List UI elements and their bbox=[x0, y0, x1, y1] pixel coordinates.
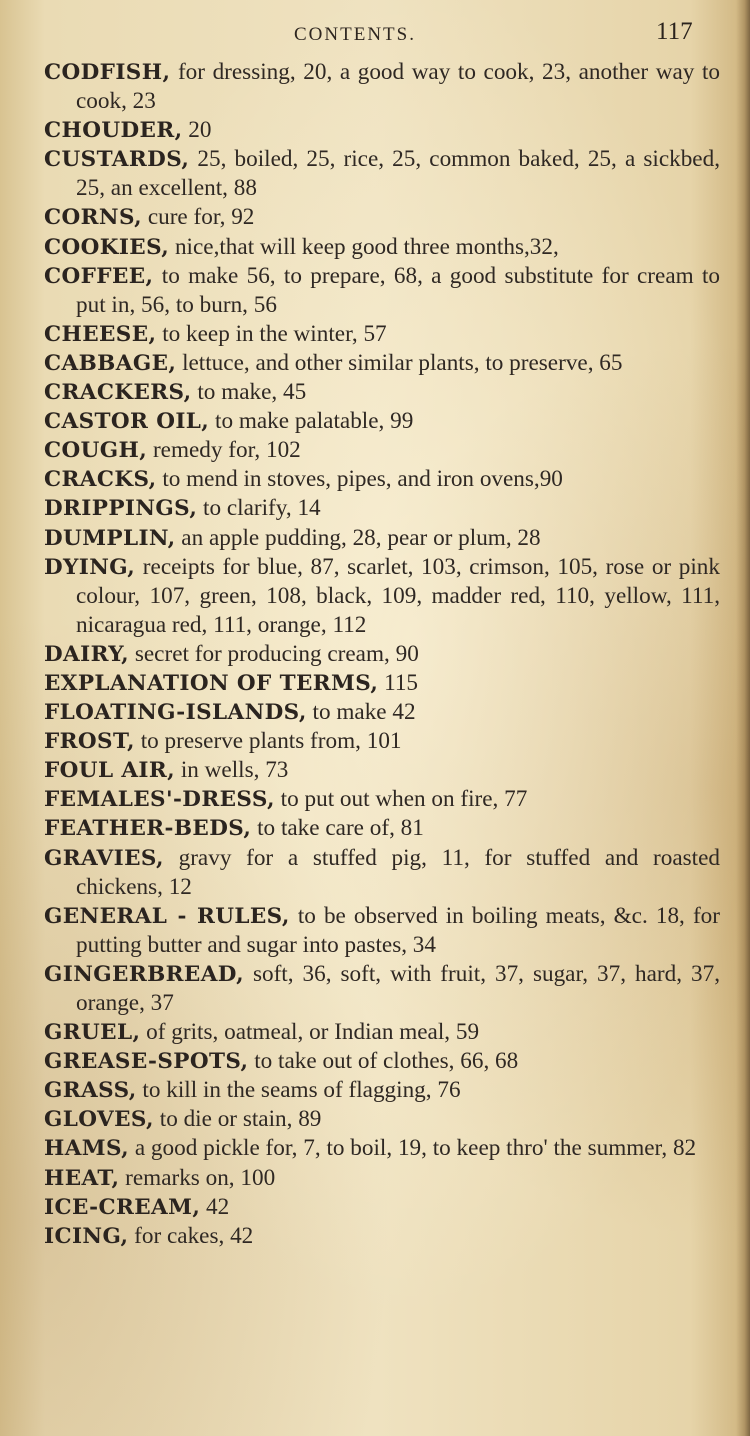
entry-text: 42 bbox=[200, 1193, 230, 1220]
entry-text: 20 bbox=[182, 117, 212, 144]
index-entry bbox=[44, 320, 720, 349]
entry-text: lettuce, and other similar plants, to preserve, 65 bbox=[176, 349, 623, 376]
index-entry bbox=[44, 1193, 720, 1222]
entry-heading: EXPLANATION OF TERMS, bbox=[44, 670, 379, 696]
page-number: 117 bbox=[656, 18, 693, 45]
index-entry bbox=[44, 145, 720, 203]
entry-text: to make palatable, 99 bbox=[209, 408, 414, 435]
entry-text: to make 42 bbox=[306, 699, 416, 726]
index-entry bbox=[44, 553, 720, 640]
entry-text: to make 56, to prepare, 68, a good substitute for cream to put in, 56, to burn, 56 bbox=[76, 262, 720, 318]
entry-heading: FEATHER-BEDS, bbox=[44, 816, 252, 842]
entry-text: 25, boiled, 25, rice, 25, common baked, 25, a sickbed, 25, an excellent, 88 bbox=[76, 146, 720, 202]
index-entry bbox=[44, 233, 720, 262]
entry-heading: COUGH, bbox=[44, 438, 148, 464]
index-entry bbox=[44, 1047, 720, 1076]
entry-text: to clarify, 14 bbox=[197, 495, 321, 522]
entry-heading: CODFISH, bbox=[44, 60, 171, 85]
entry-text: to be observed in boiling meats, &c. 18, for putting butter and sugar into pastes, 34 bbox=[76, 902, 720, 958]
entry-heading: HEAT, bbox=[44, 1165, 120, 1191]
index-entry bbox=[44, 436, 720, 465]
entry-heading: FLOATING-ISLANDS, bbox=[44, 700, 307, 726]
entry-text: of grits, oatmeal, or Indian meal, 59 bbox=[140, 1019, 480, 1046]
entry-text: to kill in the seams of flagging, 76 bbox=[136, 1077, 461, 1104]
index-entry bbox=[44, 465, 720, 494]
running-head: CONTENTS. bbox=[294, 24, 416, 45]
entry-heading: GRASS, bbox=[44, 1078, 137, 1104]
entry-heading: CRACKS, bbox=[44, 467, 157, 493]
entry-text: to die or stain, 89 bbox=[153, 1106, 322, 1133]
index-entry bbox=[44, 785, 720, 814]
entry-text: for dressing, 20, a good way to cook, 23, another way to cook, 23 bbox=[76, 59, 720, 115]
index-entry bbox=[44, 1164, 720, 1193]
entry-heading: DYING, bbox=[44, 554, 136, 580]
index-entry bbox=[44, 814, 720, 843]
index-entry bbox=[44, 494, 720, 523]
index-entry bbox=[44, 262, 720, 320]
entry-heading: GLOVES, bbox=[44, 1107, 154, 1133]
index-entry bbox=[44, 669, 720, 698]
entry-heading: CASTOR OIL, bbox=[44, 409, 210, 435]
index-entry bbox=[44, 378, 720, 407]
entry-heading: GRUEL, bbox=[44, 1020, 141, 1046]
index-entry bbox=[44, 1018, 720, 1047]
index-entry bbox=[44, 349, 720, 378]
entry-heading: FEMALES'-DRESS, bbox=[44, 787, 275, 813]
entry-text: cure for, 92 bbox=[142, 204, 255, 231]
entry-text: to put out when on fire, 77 bbox=[274, 786, 528, 813]
entry-heading: FROST, bbox=[44, 729, 135, 755]
entry-heading: DUMPLIN, bbox=[44, 525, 176, 551]
entry-heading: GINGERBREAD, bbox=[44, 961, 244, 987]
index-entry bbox=[44, 727, 720, 756]
index-entry bbox=[44, 407, 720, 436]
entry-text: nice,that will keep good three months,32, bbox=[169, 233, 559, 260]
page-edge-shadow bbox=[736, 0, 750, 1436]
index-entry bbox=[44, 58, 720, 116]
index-entry bbox=[44, 1076, 720, 1105]
entry-text: secret for producing cream, 90 bbox=[129, 640, 419, 667]
entry-text: to mend in stoves, pipes, and iron ovens,90 bbox=[156, 466, 563, 493]
entry-heading: CHEESE, bbox=[44, 321, 157, 347]
entry-text: remedy for, 102 bbox=[147, 437, 301, 464]
entry-heading: FOUL AIR, bbox=[44, 758, 176, 784]
entry-heading: ICING, bbox=[44, 1223, 129, 1249]
entry-text: to take care of, 81 bbox=[251, 815, 424, 842]
entry-text: 115 bbox=[378, 669, 419, 696]
index-entry bbox=[44, 1222, 720, 1251]
entry-text: receipts for blue, 87, scarlet, 103, crimson, 105, rose or pink colour, 107, green, 108, black, 109, madder red, 110, yellow, 111, nicaragua red, 111, orange, 112 bbox=[76, 553, 720, 638]
entry-heading: ICE-CREAM, bbox=[44, 1194, 201, 1220]
index-entry bbox=[44, 1134, 720, 1163]
entry-heading: CRACKERS, bbox=[44, 380, 192, 406]
index-entry bbox=[44, 524, 720, 553]
entry-text: to preserve plants from, 101 bbox=[134, 728, 402, 755]
entry-heading: GENERAL - RULES, bbox=[44, 903, 290, 929]
entry-text: to make, 45 bbox=[191, 379, 307, 406]
entry-text: remarks on, 100 bbox=[119, 1164, 276, 1191]
index-entry bbox=[44, 203, 720, 232]
entry-text: to take out of clothes, 66, 68 bbox=[248, 1048, 519, 1075]
index-entry bbox=[44, 640, 720, 669]
entry-heading: DAIRY, bbox=[44, 641, 130, 667]
contents-index-list bbox=[44, 58, 720, 1251]
index-entry bbox=[44, 1105, 720, 1134]
entry-text: to keep in the winter, 57 bbox=[156, 320, 387, 347]
entry-heading: HAMS, bbox=[44, 1136, 130, 1162]
entry-heading: DRIPPINGS, bbox=[44, 496, 198, 522]
index-entry bbox=[44, 902, 720, 960]
entry-text: a good pickle for, 7, to boil, 19, to keep thro' the summer, 82 bbox=[129, 1135, 697, 1162]
page-header bbox=[0, 18, 750, 52]
entry-heading: CORNS, bbox=[44, 205, 143, 231]
index-entry bbox=[44, 698, 720, 727]
index-entry bbox=[44, 756, 720, 785]
index-entry bbox=[44, 116, 720, 145]
entry-heading: GRAVIES, bbox=[44, 845, 164, 871]
entry-text: for cakes, 42 bbox=[128, 1222, 254, 1249]
entry-heading: CHOUDER, bbox=[44, 118, 183, 144]
index-entry bbox=[44, 960, 720, 1018]
entry-text: gravy for a stuffed pig, 11, for stuffed and roasted chickens, 12 bbox=[76, 844, 720, 900]
entry-text: an apple pudding, 28, pear or plum, 28 bbox=[175, 524, 541, 551]
entry-heading: GREASE-SPOTS, bbox=[44, 1049, 249, 1075]
entry-heading: COOKIES, bbox=[44, 234, 170, 260]
index-entry bbox=[44, 844, 720, 902]
entry-heading: CABBAGE, bbox=[44, 350, 177, 376]
entry-text: soft, 36, soft, with fruit, 37, sugar, 37, hard, 37, orange, 37 bbox=[76, 960, 720, 1016]
entry-heading: CUSTARDS, bbox=[44, 147, 190, 173]
entry-text: in wells, 73 bbox=[175, 757, 289, 784]
entry-heading: COFFEE, bbox=[44, 263, 154, 289]
